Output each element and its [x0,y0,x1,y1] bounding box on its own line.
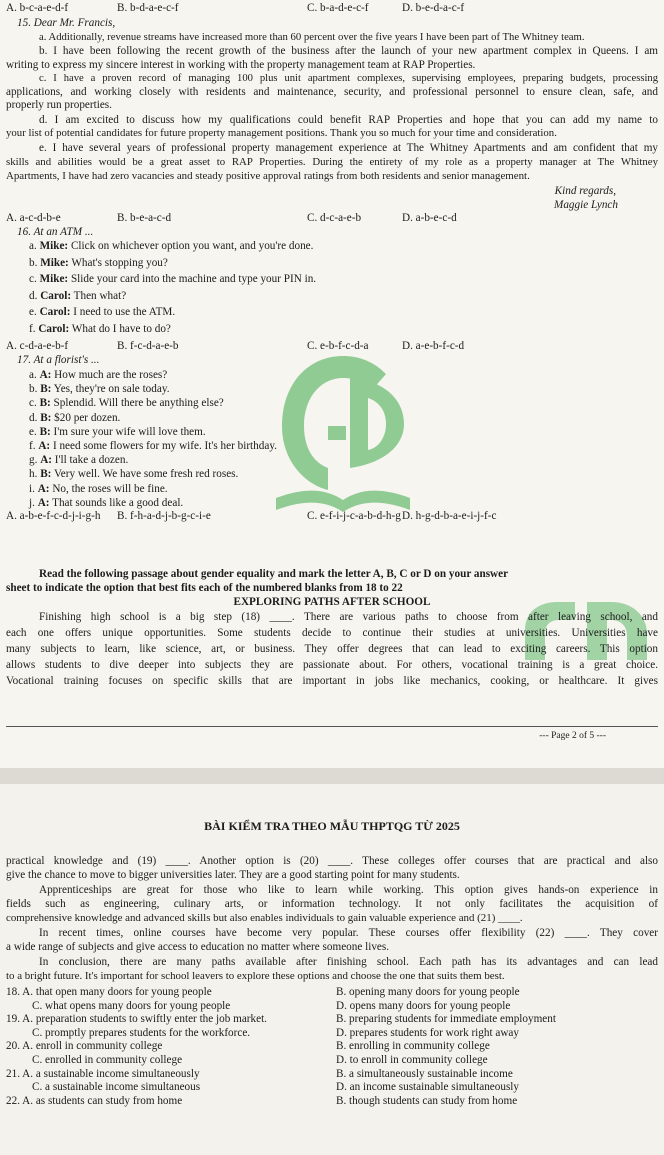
speaker: A: [40,454,52,467]
speaker: A: [38,440,51,452]
line-text: Slide your card into the machine and type your PIN in. [68,273,317,285]
dialogue-line [29,468,658,481]
dialogue-line [29,257,658,270]
passage-p1-line-5: Vocational training focuses on specific skills that are important in jobs like mechanics, cooking, or healthcare. It gives [6,675,658,687]
line-label: j. [29,496,35,509]
q15-sentence-d-2: your list of potential candidates for future property management positions. Thank you so much for your time and consideration. [6,127,557,139]
answer-option-right[interactable]: D. to enroll in community college [336,1054,488,1066]
line-label: b. [29,383,38,396]
line-text: I need to use the ATM. [70,306,176,318]
line-text: Then what? [71,289,127,302]
q16-title: 16. At an ATM ... [17,226,94,238]
line-label: f. [29,440,36,452]
answer-option-left[interactable]: C. promptly prepares students for the workforce. [32,1026,251,1039]
line-text: What's stopping you? [68,256,168,269]
option-d[interactable]: D. b-e-d-a-c-f [402,2,465,14]
passage-p1-line-3: many subjects to learn, like science, art, or business. They offer degrees that can lead to exciting careers. This option [6,643,658,655]
reading-instruction-1: Read the following passage about gender equality and mark the letter A, B, C or D on your answer [39,568,509,580]
q15-sentence-e-3: Apartments, I have had zero vacancies and steady positive approval ratings from both residents and senior management. [6,170,530,182]
speaker: Mike: [40,256,69,269]
answer-option-right[interactable]: D. opens many doors for young people [336,999,511,1012]
q15-sentence-e-2: skills and abilities would be a great asset to RAP Properties. During the entirety of my role as a property manager at The Whitney [6,156,658,168]
line-label: g. [29,454,38,467]
line-label: b. [29,256,38,269]
page-gap [0,768,664,784]
option-a[interactable]: A. a-c-d-b-e [6,212,61,224]
answer-option-right[interactable]: D. prepares students for work right away [336,1026,519,1039]
answer-option-right[interactable]: B. a simultaneously sustainable income [336,1067,513,1080]
option-a[interactable]: A. a-b-e-f-c-d-j-i-g-h [6,510,101,522]
answer-option-right[interactable]: B. opening many doors for young people [336,986,520,998]
line-text: I'll take a dozen. [52,454,129,467]
passage-p3-line-2: fields such as engineering, culinary arts, or information technology. It not only facilitates the acquisition of [6,898,658,910]
line-label: c. [29,397,37,410]
q15-sentence-b-2: writing to express my sincere interest in working with the property management team at RAP Properties. [6,59,476,71]
q15-signature: Maggie Lynch [554,199,618,211]
page-divider [6,726,658,727]
answer-option-left[interactable]: 21. A. a sustainable income simultaneously [6,1067,200,1080]
passage-p1-line-1: Finishing high school is a big step (18) ____. There are various paths to choose from after leaving school, and [39,611,658,623]
dialogue-line [29,369,658,382]
line-label: e. [29,425,37,438]
line-label: c. [29,273,37,285]
q15-sentence-d-1: d. I am excited to discuss how my qualifications could benefit RAP Properties and hope that you can add my name to [39,114,658,126]
passage-p1-line-4: allows students to dive deeper into subjects they are passionate about. For others, vocational training is a great choice. [6,659,658,671]
speaker: Carol: [40,289,72,302]
option-b[interactable]: B. b-d-a-e-c-f [117,2,179,14]
page-footer: --- Page 2 of 5 --- [539,731,606,741]
q15-sentence-c-3: properly run properties. [6,99,112,111]
line-text: How much are the roses? [51,369,168,381]
passage-p5-line-2: to a bright future. It's important for school leavers to explore these options and choose the one that suits them best. [6,970,505,982]
option-b[interactable]: B. b-e-a-c-d [117,212,172,224]
line-label: d. [29,411,38,424]
q15-closing: Kind regards, [554,185,616,197]
dialogue-line [29,454,658,467]
line-text: Yes, they're on sale today. [51,383,170,396]
option-b[interactable]: B. f-h-a-d-j-b-g-c-i-e [117,510,211,522]
dialogue-line [29,290,658,303]
speaker: Mike: [39,273,69,285]
answer-option-left[interactable]: C. a sustainable income simultaneous [32,1081,201,1094]
q15-sentence-b-1: b. I have been following the recent growth of the business after the launch of your new apartment complex in Queens. I am [39,45,658,57]
passage-p4-line-2: a wide range of subjects and give access to education no matter where someone lives. [6,941,390,953]
option-d[interactable]: D. h-g-d-b-a-e-i-j-f-c [402,510,497,522]
passage-p3-line-1: Apprenticeships are great for those who like to learn while working. This option gives hands-on experience in [39,884,658,896]
line-label: d. [29,289,38,302]
option-d[interactable]: D. a-b-e-c-d [402,212,457,224]
answer-option-left[interactable]: 20. A. enroll in community college [6,1040,163,1053]
passage-p1-line-2: each one offers unique opportunities. Some students decide to continue their studies at universities. Universities have [6,627,658,639]
line-text: $20 per dozen. [51,411,121,424]
dialogue-line [29,497,658,510]
answer-option-right[interactable]: D. an income sustainable simultaneously [336,1081,520,1094]
q15-title: 15. Dear Mr. Francis, [17,17,116,29]
answer-option-right[interactable]: B. enrolling in community college [336,1040,490,1053]
dialogue-line [29,483,658,496]
passage-p2-line-1: practical knowledge and (19) ____. Another option is (20) ____. These colleges offer courses that are practical and also [6,855,658,867]
q15-sentence-a: a. Additionally, revenue streams have increased more than 60 percent over the five years I have been part of The Whitney team. [39,31,585,43]
option-d[interactable]: D. a-e-b-f-c-d [402,340,465,352]
q15-sentence-c-1: c. I have a proven record of managing 100 plus unit apartment complexes, supervising employees, preparing budgets, processing [39,73,658,84]
line-label: a. [29,369,37,381]
line-label: f. [29,322,36,335]
dialogue-line [29,412,658,425]
passage-title: EXPLORING PATHS AFTER SCHOOL [233,596,431,608]
speaker: B: [39,397,51,410]
line-text: No, the roses will be fine. [49,482,168,495]
answer-option-left[interactable]: 19. A. preparation students to swiftly enter the job market. [6,1013,267,1026]
speaker: Carol: [38,322,70,335]
option-a[interactable]: A. b-c-a-e-d-f [6,2,69,14]
speaker: Mike: [39,240,69,252]
dialogue-line [29,383,658,396]
line-text: What do I have to do? [69,322,171,335]
option-c[interactable]: C. e-f-i-j-c-a-b-d-h-g [307,510,401,522]
option-a[interactable]: A. c-d-a-e-b-f [6,340,69,352]
reading-instruction-2: sheet to indicate the option that best fits each of the numbered blanks from 18 to 22 [6,582,403,594]
option-b[interactable]: B. f-c-d-a-e-b [117,340,179,352]
line-text: That sounds like a good deal. [49,496,184,509]
line-label: a. [29,240,37,252]
answer-option-left[interactable]: C. what opens many doors for young people [32,999,231,1012]
dialogue-line [29,426,658,439]
dialogue-line [29,306,658,319]
q14-options [0,2,664,15]
line-text: I need some flowers for my wife. It's her birthday. [50,440,277,452]
answer-option-right[interactable]: B. though students can study from home [336,1094,518,1107]
dialogue-line [29,240,658,253]
option-c[interactable]: C. d-c-a-e-b [307,212,362,224]
dialogue-line [29,397,658,410]
speaker: Carol: [39,306,71,318]
speaker: A: [37,496,50,509]
answer-option-right[interactable]: B. preparing students for immediate employment [336,1013,556,1026]
line-text: Click on whichever option you want, and you're done. [68,240,314,252]
line-label: i. [29,482,35,495]
q17-title: 17. At a florist's ... [17,354,100,366]
answer-option-left[interactable]: C. enrolled in community college [32,1054,183,1066]
passage-p2-line-2: give the chance to move to bigger universities later. They are a good starting point for many students. [6,869,460,881]
option-c[interactable]: C. b-a-d-e-c-f [307,2,369,14]
line-text: Splendid. Will there be anything else? [50,397,224,410]
q15-sentence-e-1: e. I have several years of professional property management experience at The Whitney Apartments and am confident that my [39,142,658,154]
passage-p5-line-1: In conclusion, there are many paths available after finishing school. Each path has its advantages and can lead [39,956,658,968]
speaker: B: [40,411,52,424]
line-text: I'm sure your wife will love them. [50,425,206,438]
q17-options [0,510,664,523]
speaker: B: [39,425,51,438]
passage-p3-line-3: comprehensive knowledge and advanced skills but also enables individuals to gain valuable experience and (21) ____. [6,912,523,924]
speaker: A: [39,369,52,381]
q15-sentence-c-2: applications, and working closely with residents and maintenance, security, and professional personnel to ensure clean, safe, and [6,86,658,98]
line-label: h. [29,468,38,481]
q16-options [0,340,664,353]
line-label: e. [29,306,37,318]
speaker: B: [40,468,52,481]
answer-option-left[interactable]: 22. A. as students can study from home [6,1094,183,1107]
q15-options [0,212,664,225]
speaker: A: [37,482,50,495]
dialogue-line [29,273,658,286]
page-header: BÀI KIỂM TRA THEO MẪU THPTQG TỪ 2025 [204,819,460,833]
line-text: Very well. We have some fresh red roses. [51,468,239,481]
passage-p4-line-1: In recent times, online courses have become very popular. These courses offer flexibility (22) ____. They cover [39,927,658,939]
option-c[interactable]: C. e-b-f-c-d-a [307,340,369,352]
speaker: B: [40,383,52,396]
dialogue-line [29,440,658,453]
answer-option-left[interactable]: 18. A. that open many doors for young people [6,986,212,998]
dialogue-line [29,323,658,336]
